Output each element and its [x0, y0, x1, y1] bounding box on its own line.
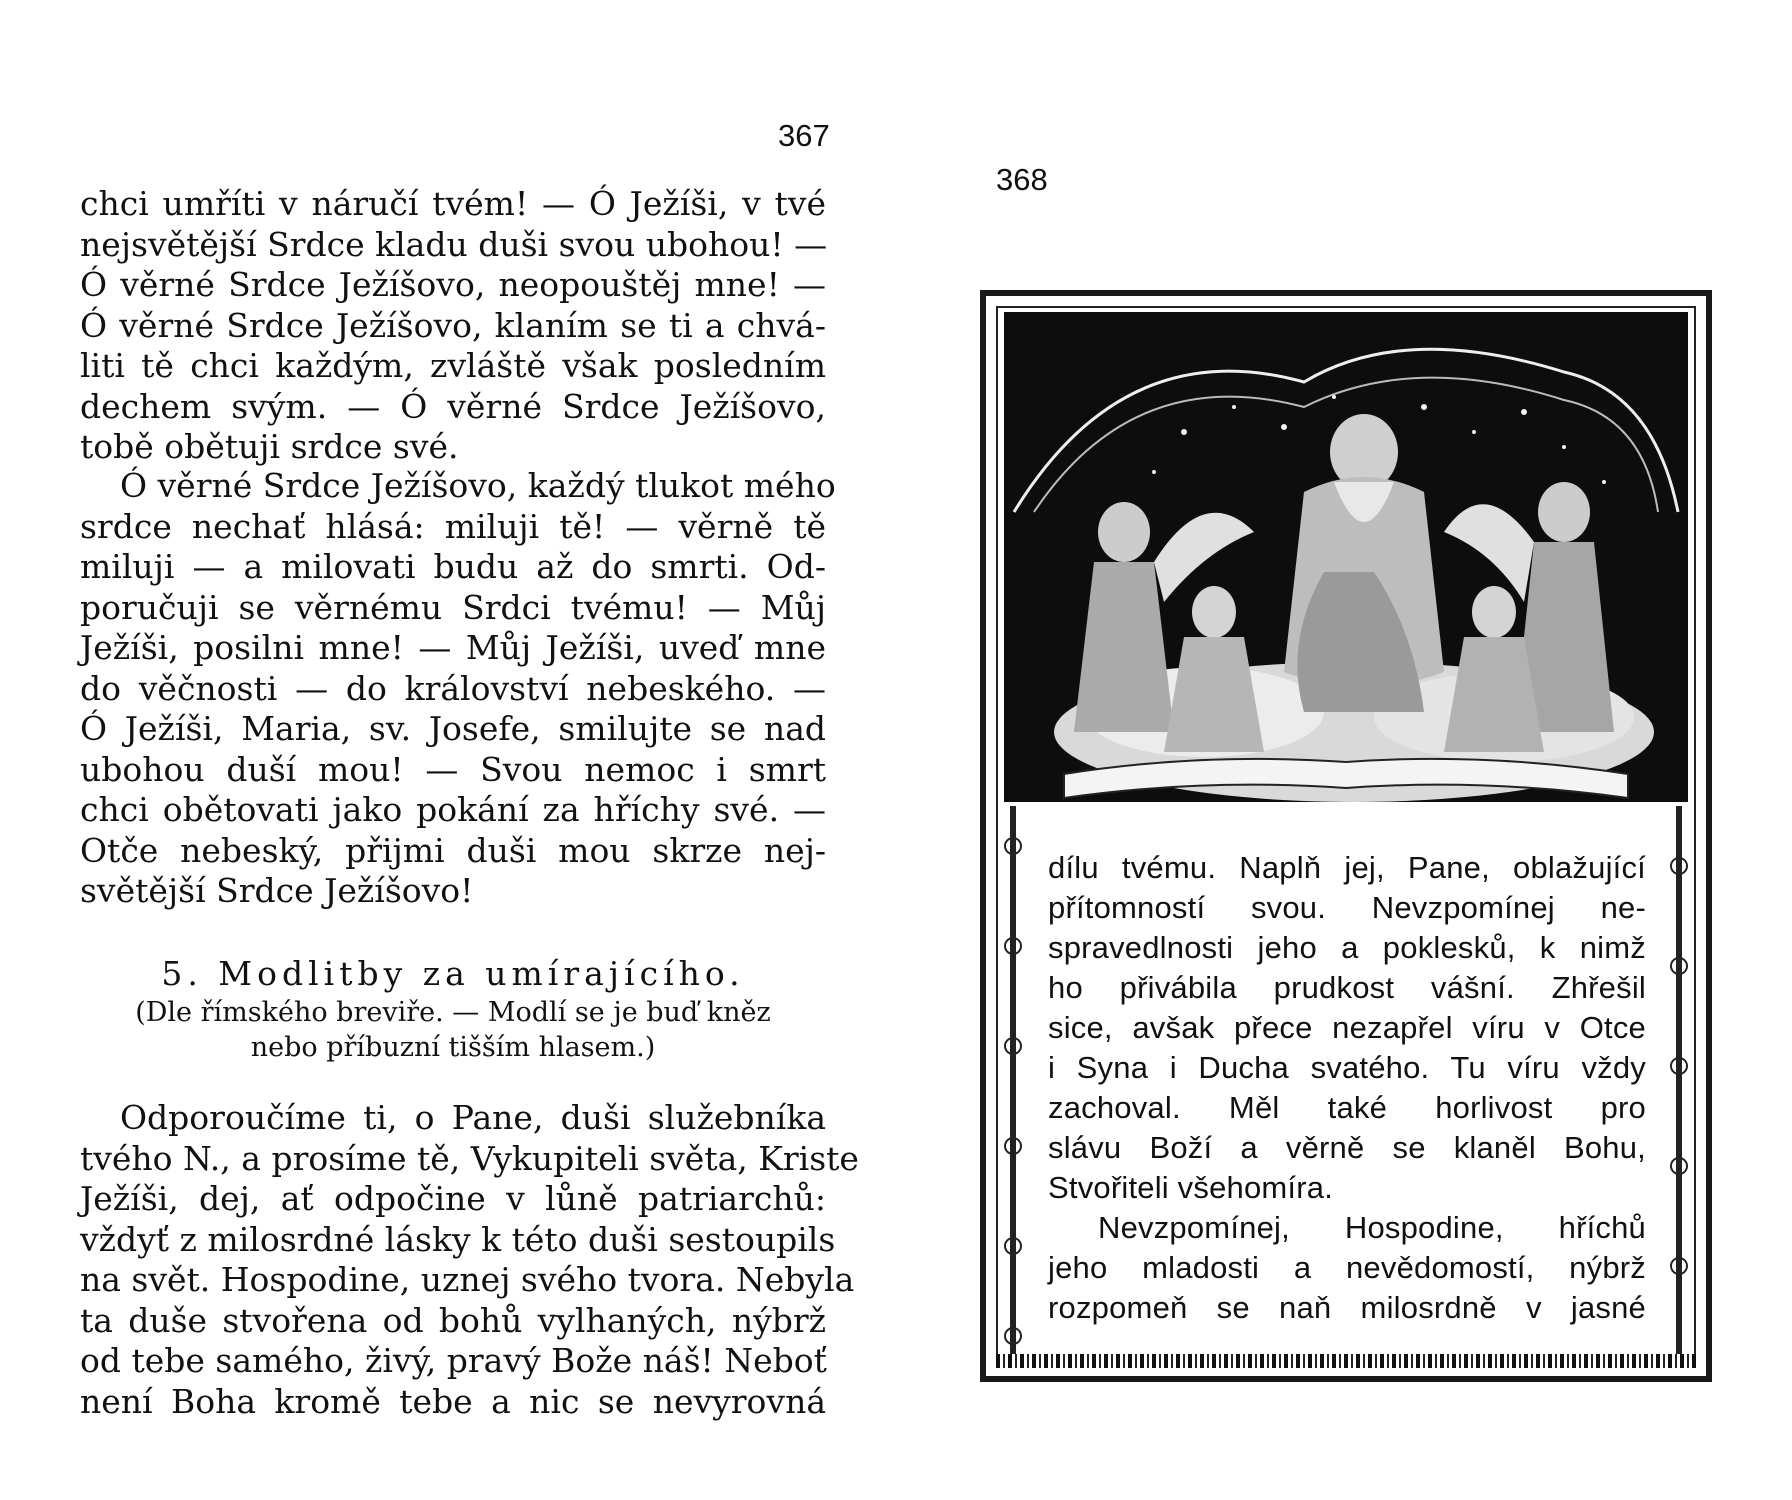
- text-line: rozpomeň se naň milosrdně v jasné: [1048, 1290, 1646, 1325]
- paragraph: [80, 1098, 859, 1422]
- paragraph: [80, 466, 836, 912]
- text-line: na svět. Hospodine, uznej svého tvora. Nebyla: [80, 1260, 855, 1299]
- framed-text: [1048, 848, 1646, 1328]
- text-line: od tebe samého, živý, pravý Bože náš! Neboť: [80, 1341, 827, 1380]
- text-line: Stvořiteli všehomíra.: [1048, 1170, 1334, 1205]
- text-line: i Syna i Ducha svatého. Tu víru vždy: [1048, 1050, 1646, 1085]
- section-subtitle: nebo příbuzní tišším hlasem.): [250, 1032, 656, 1063]
- text-line: ta duše stvořena od bohů vylhaných, nýbrž: [80, 1300, 826, 1340]
- text-line: Otče nebeský, přijmi duši mou skrze nej-: [80, 830, 826, 870]
- section-title: 5. Modlitby za umírajícího.: [161, 954, 745, 993]
- text-line: vždyť z milosrdné lásky k této duši sestoupils: [80, 1219, 836, 1259]
- text-line: miluji — a milovati budu až do smrti. Od-: [80, 547, 826, 586]
- text-line: přítomností svou. Nevzpomínej ne-: [1048, 890, 1646, 925]
- text-line: Ježíši, posilni mne! — Můj Ježíši, uveď mne: [80, 628, 826, 667]
- text-line: srdce nechať hlásá: miluji tě! — věrně tě: [80, 506, 826, 546]
- bottom-border-ornament: [996, 1354, 1696, 1368]
- text-line: chci umříti v náručí tvém! — Ó Ježíši, v tvé: [80, 184, 826, 223]
- text-line: Ó věrné Srdce Ježíšovo, klaním se ti a chvá-: [80, 305, 826, 345]
- right-page: [896, 0, 1792, 1500]
- text-line: liti tě chci každým, zvláště však posledním: [80, 346, 826, 385]
- section-heading: [80, 953, 826, 1065]
- ornamental-frame: [980, 290, 1712, 1382]
- text-line: dílu tvému. Naplň jej, Pane, oblažující: [1048, 850, 1646, 885]
- text-line: tvého N., a prosíme tě, Vykupiteli světa, Kriste: [80, 1138, 859, 1178]
- heaven-scene-illustration: [1004, 312, 1688, 802]
- text-line: Ó věrné Srdce Ježíšovo, neopouštěj mne! —: [80, 265, 826, 304]
- text-line: ho přivábila prudkost vášní. Zhřešil: [1048, 970, 1646, 1005]
- text-line: Odporoučíme ti, o Pane, duši služebníka: [120, 1098, 826, 1137]
- text-line: Ježíši, dej, ať odpočine v lůně patriarchů:: [80, 1179, 826, 1218]
- page-number: 367: [778, 118, 830, 153]
- page-number: 368: [996, 162, 1048, 197]
- paragraph: [80, 184, 826, 468]
- section-subtitle: (Dle římského breviře. — Modlí se je buď kněz: [135, 997, 771, 1028]
- illustration: [1004, 312, 1688, 802]
- text-line: spravedlnosti jeho a poklesků, k nimž: [1048, 930, 1646, 965]
- right-border-ornament: [1666, 806, 1692, 1362]
- text-line: chci obětovati jako pokání za hříchy své. —: [80, 790, 826, 829]
- left-border-ornament: [1000, 806, 1026, 1362]
- text-line: Ó Ježíši, Maria, sv. Josefe, smilujte se nad: [80, 709, 826, 748]
- text-line: dechem svým. — Ó věrné Srdce Ježíšovo,: [80, 386, 826, 426]
- text-line: jeho mladosti a nevědomostí, nýbrž: [1048, 1250, 1646, 1285]
- text-line: není Boha kromě tebe a nic se nevyrovná: [80, 1381, 826, 1421]
- text-line: Nevzpomínej, Hospodine, hříchů: [1098, 1210, 1646, 1245]
- text-line: poručuji se věrnému Srdci tvému! — Můj: [80, 587, 826, 627]
- text-line: tobě obětuji srdce své.: [80, 427, 459, 466]
- text-line: světější Srdce Ježíšovo!: [80, 871, 474, 910]
- text-line: do věčnosti — do království nebeského. —: [80, 668, 826, 708]
- text-line: Ó věrné Srdce Ježíšovo, každý tlukot mého: [120, 466, 836, 505]
- text-line: ubohou duší mou! — Svou nemoc i smrt: [80, 749, 826, 789]
- text-line: slávu Boží a věrně se klaněl Bohu,: [1048, 1130, 1646, 1165]
- text-line: nejsvětější Srdce kladu duši svou ubohou! —: [80, 224, 828, 264]
- text-line: zachoval. Měl také horlivost pro: [1048, 1090, 1646, 1125]
- text-line: sice, avšak přece nezapřel víru v Otce: [1048, 1010, 1646, 1045]
